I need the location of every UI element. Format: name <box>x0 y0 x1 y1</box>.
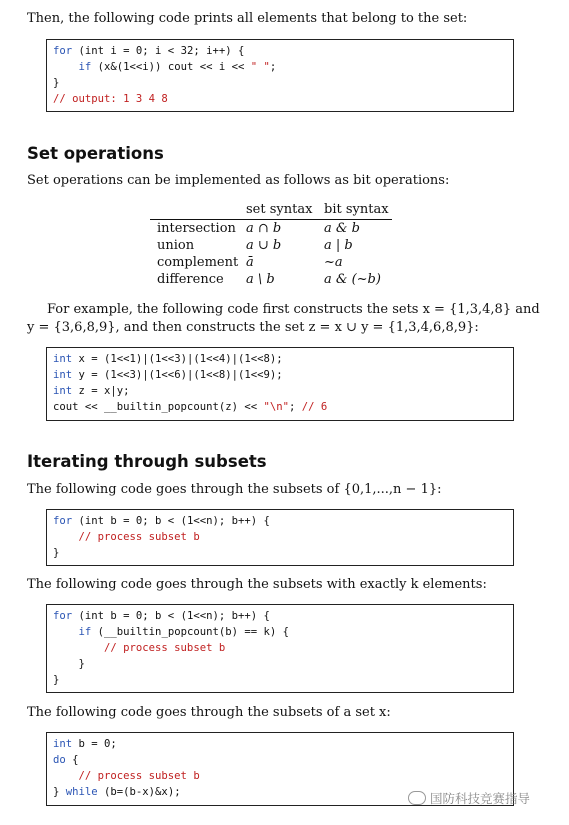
table-header-set-syntax: set syntax <box>246 202 313 217</box>
code-keyword: if <box>78 61 92 73</box>
code-text: cout << __builtin_popcount(z) << <box>53 401 264 413</box>
code-text: (int i = 0; i < 32; i++) { <box>72 45 245 57</box>
section-heading-iterating-subsets: Iterating through subsets <box>27 452 267 471</box>
code-text: } <box>53 786 66 798</box>
code-text: (int b = 0; b < (1<<n); b++) { <box>72 515 270 527</box>
code-line <box>53 367 507 383</box>
code-line <box>53 736 507 752</box>
code-line <box>53 672 507 688</box>
code-comment: // process subset b <box>53 642 226 654</box>
code-block-set-union <box>46 347 514 421</box>
code-keyword: for <box>53 515 73 527</box>
table-cell-set: a ∩ b <box>246 221 282 236</box>
code-line <box>53 608 507 624</box>
code-text: z = x|y; <box>72 385 130 397</box>
table-cell-op: intersection <box>157 221 236 236</box>
subsets-paragraph-3: The following code goes through the subsets of a set x: <box>27 705 391 720</box>
code-keyword: int <box>53 353 73 365</box>
table-cell-set: a \ b <box>246 272 275 287</box>
code-text: } <box>53 674 60 686</box>
code-keyword: do <box>53 754 66 766</box>
code-line <box>53 59 507 75</box>
example-paragraph-line1: For example, the following code first constructs the sets x = {1,3,4,8} and <box>47 302 540 317</box>
table-header-bit-syntax: bit syntax <box>324 202 389 217</box>
code-line <box>53 513 507 529</box>
code-text: x = (1<<1)|(1<<3)|(1<<4)|(1<<8); <box>72 353 283 365</box>
code-line <box>53 529 507 545</box>
code-line <box>53 351 507 367</box>
code-text: { <box>65 754 79 766</box>
table-rule <box>150 219 392 220</box>
code-string: " " <box>250 61 270 73</box>
table-cell-bit: a & (~b) <box>324 272 381 287</box>
intro-paragraph: Then, the following code prints all elements that belong to the set: <box>27 11 468 26</box>
code-keyword: int <box>53 738 73 750</box>
code-text: y = (1<<3)|(1<<6)|(1<<8)|(1<<9); <box>72 369 283 381</box>
code-text: } <box>53 658 85 670</box>
table-cell-op: complement <box>157 255 239 270</box>
code-comment: // 6 <box>301 401 328 413</box>
code-string: "\n" <box>263 401 289 413</box>
code-line <box>53 768 507 784</box>
code-block-print-set <box>46 39 514 112</box>
code-text: } <box>53 547 60 559</box>
set-operations-paragraph: Set operations can be implemented as follows as bit operations: <box>27 173 450 188</box>
code-comment: // process subset b <box>53 531 200 543</box>
code-text: ; <box>289 401 302 413</box>
code-line <box>53 656 507 672</box>
example-paragraph-line2: y = {3,6,8,9}, and then constructs the set z = x ∪ y = {1,3,4,6,8,9}: <box>27 320 479 335</box>
code-line <box>53 624 507 640</box>
watermark <box>408 789 530 807</box>
table-cell-set: ā <box>246 255 254 270</box>
code-line <box>53 545 507 561</box>
code-text: b = 0; <box>72 738 117 750</box>
code-line <box>53 752 507 768</box>
code-keyword: if <box>78 626 92 638</box>
code-block-k-subsets <box>46 604 514 693</box>
table-cell-bit: ~a <box>324 255 343 270</box>
code-text: (__builtin_popcount(b) == k) { <box>91 626 289 638</box>
code-line <box>53 75 507 91</box>
code-keyword: for <box>53 610 73 622</box>
code-line <box>53 43 507 59</box>
code-line <box>53 399 507 415</box>
code-keyword: while <box>65 786 98 798</box>
table-cell-op: union <box>157 238 195 253</box>
table-cell-bit: a | b <box>324 238 353 253</box>
section-heading-set-operations: Set operations <box>27 144 164 163</box>
code-text: ; <box>269 61 277 73</box>
code-comment: // process subset b <box>53 770 200 782</box>
code-keyword: int <box>53 369 73 381</box>
table-cell-op: difference <box>157 272 224 287</box>
code-block-all-subsets <box>46 509 514 566</box>
code-text: (b=(b-x)&x); <box>97 786 181 798</box>
table-cell-bit: a & b <box>324 221 360 236</box>
code-comment: // output: 1 3 4 8 <box>53 93 168 105</box>
watermark-text: 国防科技竞赛指导 <box>430 791 531 806</box>
table-cell-set: a ∪ b <box>246 238 282 253</box>
code-text: (int b = 0; b < (1<<n); b++) { <box>72 610 270 622</box>
code-text: } <box>53 77 60 89</box>
code-text: (x&(1<<i)) cout << i << <box>91 61 251 73</box>
code-line <box>53 640 507 656</box>
code-indent <box>53 626 79 638</box>
wechat-icon <box>408 791 426 805</box>
code-keyword: for <box>53 45 73 57</box>
code-line <box>53 91 507 107</box>
code-indent <box>53 61 79 73</box>
subsets-paragraph-2: The following code goes through the subsets with exactly k elements: <box>27 577 487 592</box>
code-line <box>53 383 507 399</box>
code-keyword: int <box>53 385 73 397</box>
subsets-paragraph-1: The following code goes through the subsets of {0,1,...,n − 1}: <box>27 482 442 497</box>
